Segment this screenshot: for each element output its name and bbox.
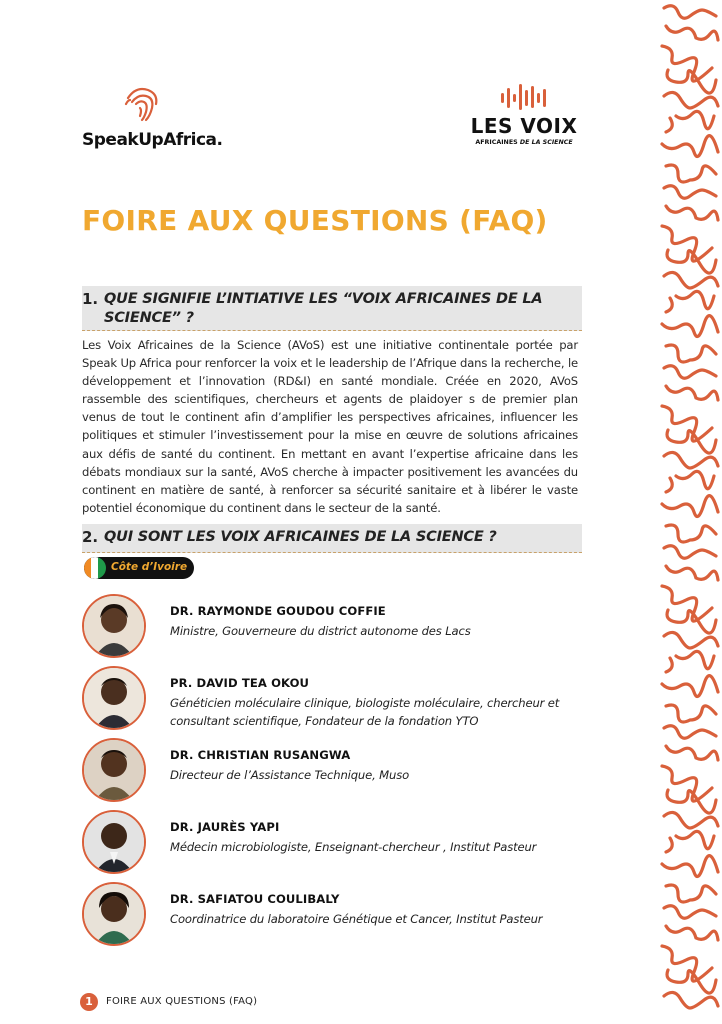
ivory-coast-flag-icon — [84, 557, 106, 579]
avatar — [82, 594, 146, 658]
person-name: PR. DAVID TEA OKOU — [170, 676, 310, 690]
country-badge — [84, 557, 194, 579]
speakup-wordmark: SpeakUpAfrica. — [82, 130, 223, 150]
question-2-header — [82, 524, 582, 553]
speakup-africa-logo — [82, 84, 222, 154]
person-name: DR. SAFIATOU COULIBALY — [170, 892, 340, 906]
les-voix-logo — [470, 84, 590, 154]
person-role: Médecin microbiologiste, Enseignant-chercheur , Institut Pasteur — [170, 840, 537, 854]
person-name: DR. CHRISTIAN RUSANGWA — [170, 748, 351, 762]
person-card — [82, 594, 582, 658]
question-2-text: QUI SONT LES VOIX AFRICAINES DE LA SCIENCE ? — [104, 529, 497, 545]
avatar — [82, 738, 146, 802]
question-1-text: QUE SIGNIFIE L’INTIATIVE LES “VOIX AFRICAINES DE LA SCIENCE” ? — [104, 291, 543, 326]
avatar — [82, 810, 146, 874]
les-voix-subtitle — [470, 139, 578, 146]
person-role: Directeur de l’Assistance Technique, Muso — [170, 768, 410, 782]
footer-title: FOIRE AUX QUESTIONS (FAQ) — [106, 996, 258, 1007]
sound-wave-icon — [501, 84, 549, 110]
avatar — [82, 666, 146, 730]
question-2-number: 2. — [82, 528, 99, 546]
person-role: Généticien moléculaire clinique, biologiste moléculaire, chercheur et consultant scientifique, Fondateur de la fondation YTO — [170, 696, 560, 728]
person-name: DR. JAURÈS YAPI — [170, 820, 280, 834]
question-1-answer: Les Voix Africaines de la Science (AVoS) est une initiative continentale portée par Speak Up Africa pour renforcer la voix et le leadership de l’Afrique dans la recherche, le développement et l’innovation (RD&I) en santé mondiale. Créée en 2020, AVoS rassemble des scientifiques, chercheurs et agents de plaidoyer s de premier plan venus de tout le continent afin d’amplifier les perspectives africaines, influencer les politiques et stimuler l’investissement pour la mise en œuvre de solutions africaines aux défis de santé du continent. En mettant en avant l’expertise africaine dans les débats mondiaux sur la santé, AVoS cherche à impacter positivement les avancées du continent en matière de santé, à renforcer sa sécurité sanitaire et à libérer le vaste potentiel économique du continent dans le secteur de la santé. — [82, 338, 578, 515]
question-1-header — [82, 286, 582, 331]
person-card — [82, 882, 582, 946]
question-1-number: 1. — [82, 290, 99, 308]
les-voix-subtitle-b: DE LA SCIENCE — [519, 139, 573, 146]
country-label: Côte d’Ivoire — [111, 561, 188, 573]
page-number: 1 — [80, 993, 98, 1011]
person-card — [82, 738, 582, 802]
les-voix-subtitle-a: AFRICAINES — [475, 139, 518, 146]
person-role: Ministre, Gouverneure du district autonome des Lacs — [170, 624, 471, 638]
person-card — [82, 666, 582, 730]
decorative-pattern-repeat — [660, 0, 722, 1024]
person-name: DR. RAYMONDE GOUDOU COFFIE — [170, 604, 386, 618]
person-role: Coordinatrice du laboratoire Génétique et Cancer, Institut Pasteur — [170, 912, 543, 926]
page-title: FOIRE AUX QUESTIONS (FAQ) — [82, 204, 548, 237]
person-card — [82, 810, 582, 874]
fingerprint-africa-icon — [122, 84, 162, 124]
avatar — [82, 882, 146, 946]
les-voix-title: LES VOIX — [470, 114, 578, 138]
